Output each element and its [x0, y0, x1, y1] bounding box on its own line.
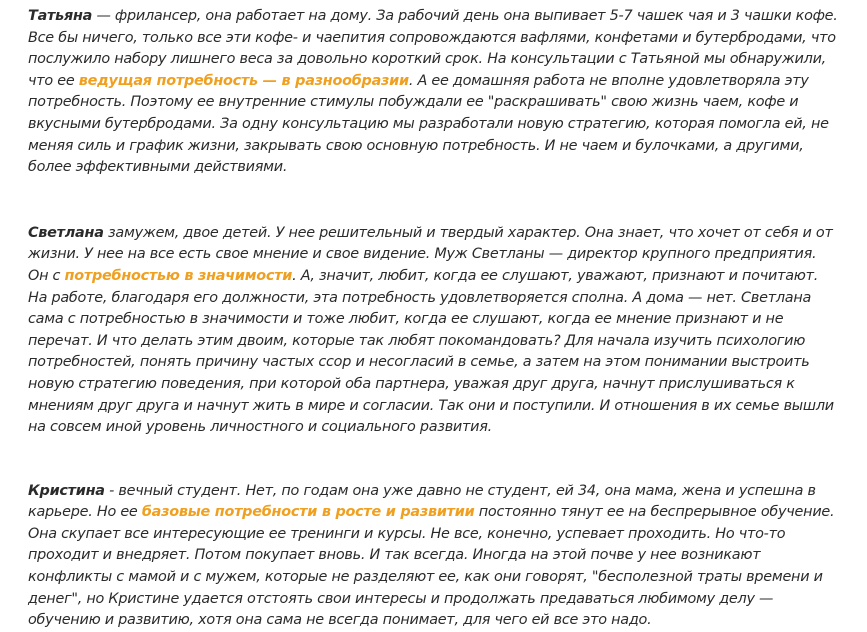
paragraph-text: . А, значит, любит, когда ее слушают, уважают, признают и почитают. На работе, благодаря его должности, эта потребность удовлетворяется сполна. А дома — нет. Светлана сама с потребностью в значимости и тоже любит, когда ее слушают, когда ее мнение признают и не перечат. И что делать этим двоим, которые так любят покомандовать? Для начала изучить психологию потребностей, понять причину частых ссор и несогласий в семье, а затем на этом понимании выстроить новую стратегию поведения, при которой оба партнера, уважая друг друга, начнут прислушиваться к мнениям друг друга и начнут жить в мире и согласии. Так они и поступили. И отношения в их семье вышли на совсем иной уровень личностного и социального развития.	[28, 267, 834, 436]
paragraph-text: — фрилансер, она работает на дому. За рабочий день она выпивает 5-7 чашек чая и 3 чашки кофе. Все бы ничего, только все эти кофе- и чаепития сопровождаются вафлями, конфетами и бутербродами, что послужило набору лишнего веса за довольно короткий срок. На консультации с Татьяной мы обнаружили, что ее	[28, 8, 838, 89]
paragraph-tatyana	[28, 6, 840, 179]
paragraph-svetlana	[28, 223, 840, 439]
person-name-tatyana: Татьяна	[28, 8, 93, 24]
paragraph-text: - вечный студент. Нет, по годам она уже давно не студент, ей 34, она мама, жена и успешна в карьере. Но ее	[28, 482, 816, 521]
paragraph-kristina	[28, 481, 840, 632]
highlight-need-link[interactable]: базовые потребности в росте и развитии	[141, 504, 475, 521]
paragraph-text: замужем, двое детей. У нее решительный и твердый характер. Она знает, что хочет от себя и от жизни. У нее на все есть свое мнение и свое видение. Муж Светланы — директор крупного предприятия. Он с	[28, 224, 833, 284]
paragraph-text: постоянно тянут ее на беспрерывное обучение. Она скупает все интересующие ее тренинги и курсы. Не все, конечно, успевает проходить. Но что-то проходит и внедряет. Потом покупает вновь. И так всегда. Иногда на этой почве у нее возникают конфликты с мамой и с мужем, которые не разделяют ее, как они говорят, "бесполезной траты времени и денег", но Кристине удается отстоять свои интересы и продолжать предаваться любимому делу — обучению и развитию, хотя она сама не всегда понимает, для чего ей все это надо.	[28, 504, 835, 629]
highlight-need-link[interactable]: потребностью в значимости	[64, 267, 293, 284]
paragraph-text: . А ее домашняя работа не вполне удовлетворяла эту потребность. Поэтому ее внутренние стимулы побуждали ее "раскрашивать" свою жизнь чаем, кофе и вкусными бутербродами. За одну консультацию мы разработали новую стратегию, которая помогла ей, не меняя силь и график жизни, закрывать свою основную потребность. И не чаем и булочками, а другими, более эффективными действиями.	[28, 72, 829, 176]
person-name-kristina: Кристина	[28, 482, 105, 499]
highlight-need-link[interactable]: ведущая потребность — в разнообразии	[78, 72, 409, 89]
person-name-svetlana: Светлана	[28, 224, 104, 241]
article-body	[28, 6, 840, 632]
